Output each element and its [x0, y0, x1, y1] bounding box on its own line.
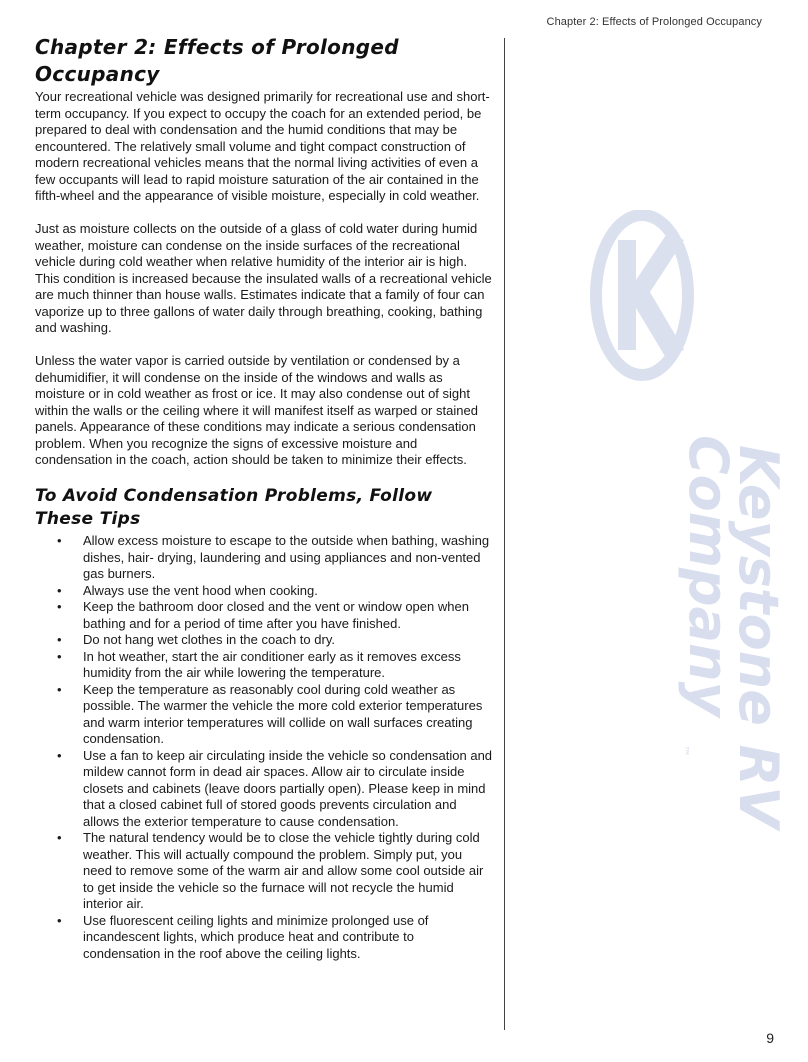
bullet-icon: • [57, 648, 62, 664]
list-item [35, 632, 493, 649]
watermark-line2: Company [677, 435, 740, 717]
keystone-logo-watermark [580, 210, 800, 850]
tips-heading [35, 485, 493, 531]
bullet-icon: • [57, 912, 62, 928]
chapter-title [35, 34, 493, 88]
column-divider [504, 38, 505, 1030]
paragraph: Just as moisture collects on the outside of a glass of cold water during humid weather, moisture can condense on the inside surfaces of the recreational vehicle during cold weather when relative humidity of the interior air is high. This condition is increased because the insulated walls of a recreational vehicle are much thinner than house walls. Estimates indicate that a family of four can vaporize up to three gallons of water daily through breathing, cooking, bathing and washing. [35, 221, 492, 335]
bullet-icon: • [57, 681, 62, 697]
list-item [35, 748, 493, 831]
running-header: Chapter 2: Effects of Prolonged Occupancy [546, 16, 762, 28]
tip-text: Use a fan to keep air circulating inside the vehicle so condensation and mildew cannot form in dead air spaces. Allow air to circulate inside closets and cabinets (leave doors partially open). Please keep in mind that a closed cabinet full of stored goods prevents circulation and allows the exterior temperature to cause condensation. [83, 747, 493, 829]
list-item [35, 599, 493, 632]
list-item [35, 913, 493, 963]
tip-text: Keep the temperature as reasonably cool during cold weather as possible. The warmer the vehicle the more cold exterior temperatures and warm interior temperatures will collide on wall surfaces creating condensation. [83, 681, 483, 746]
tip-text: Use fluorescent ceiling lights and minimize prolonged use of incandescent lights, which produce heat and contribute to condensation in the roof above the ceiling lights. [83, 912, 429, 961]
tips-heading-line1: To Avoid Condensation Problems, Follow [35, 486, 433, 506]
bullet-icon: • [57, 599, 62, 614]
tip-text: The natural tendency would be to close the vehicle tightly during cold weather. This will actually compound the problem. Simply put, you need to remove some of the warm air and allow some cool outside air to get inside the vehicle so the furnace will not recycle the humid interior air. [83, 830, 484, 911]
bullet-icon: • [57, 533, 62, 548]
list-item [35, 533, 493, 583]
list-item [35, 649, 493, 682]
list-item [35, 682, 493, 748]
tip-text: In hot weather, start the air conditioner early as it removes excess humidity from the air while lowering the temperature. [83, 648, 461, 680]
page-number: 9 [766, 1030, 774, 1046]
paragraph: Unless the water vapor is carried outside by ventilation or condensed by a dehumidifier, it will condense on the inside of the windows and walls as moisture or in cold weather as frost or ice. It may also condense out of sight within the walls or the ceiling where it will manifest itself as warped or stained panels. Appearance of these conditions may indicate a serious condensation problem. When you recognize the signs of excessive moisture and condensation in the coach, action should be taken to minimize their effects. [35, 353, 478, 467]
chapter-title-line1: Chapter 2: Effects of Prolonged [35, 35, 399, 59]
tips-heading-line2: These Tips [35, 509, 141, 529]
tip-text: Keep the bathroom door closed and the vent or window open when bathing and for a period of time after you have finished. [83, 599, 469, 631]
intro-paragraphs [35, 89, 493, 469]
list-item [35, 583, 493, 600]
tip-text: Allow excess moisture to escape to the outside when bathing, washing dishes, hair- drying, laundering and using appliances and non-vented gas burners. [83, 533, 490, 581]
main-content [35, 34, 493, 962]
chapter-title-line2: Occupancy [35, 62, 160, 86]
watermark-line1: Keystone RV [727, 445, 790, 829]
watermark-trademark: ™ [677, 745, 691, 757]
bullet-icon: • [57, 632, 62, 647]
tip-text: Do not hang wet clothes in the coach to dry. [83, 632, 335, 647]
bullet-icon: • [57, 830, 62, 845]
tip-text: Always use the vent hood when cooking. [83, 582, 318, 598]
tips-list [35, 533, 493, 962]
paragraph: Your recreational vehicle was designed primarily for recreational use and short-term occupancy. If you expect to occupy the coach for an extended period, be prepared to deal with condensation and the humid conditions that may be encountered. The relatively small volume and tight compact construction of modern recreational vehicles means that the normal living activities of even a few occupants will lead to rapid moisture saturation of the air contained in the fifth-wheel and the appearance of visible moisture, especially in cold weather. [35, 89, 490, 203]
bullet-icon: • [57, 747, 62, 763]
bullet-icon: • [57, 582, 62, 598]
keystone-k-emblem-icon [596, 215, 688, 375]
list-item [35, 830, 493, 913]
